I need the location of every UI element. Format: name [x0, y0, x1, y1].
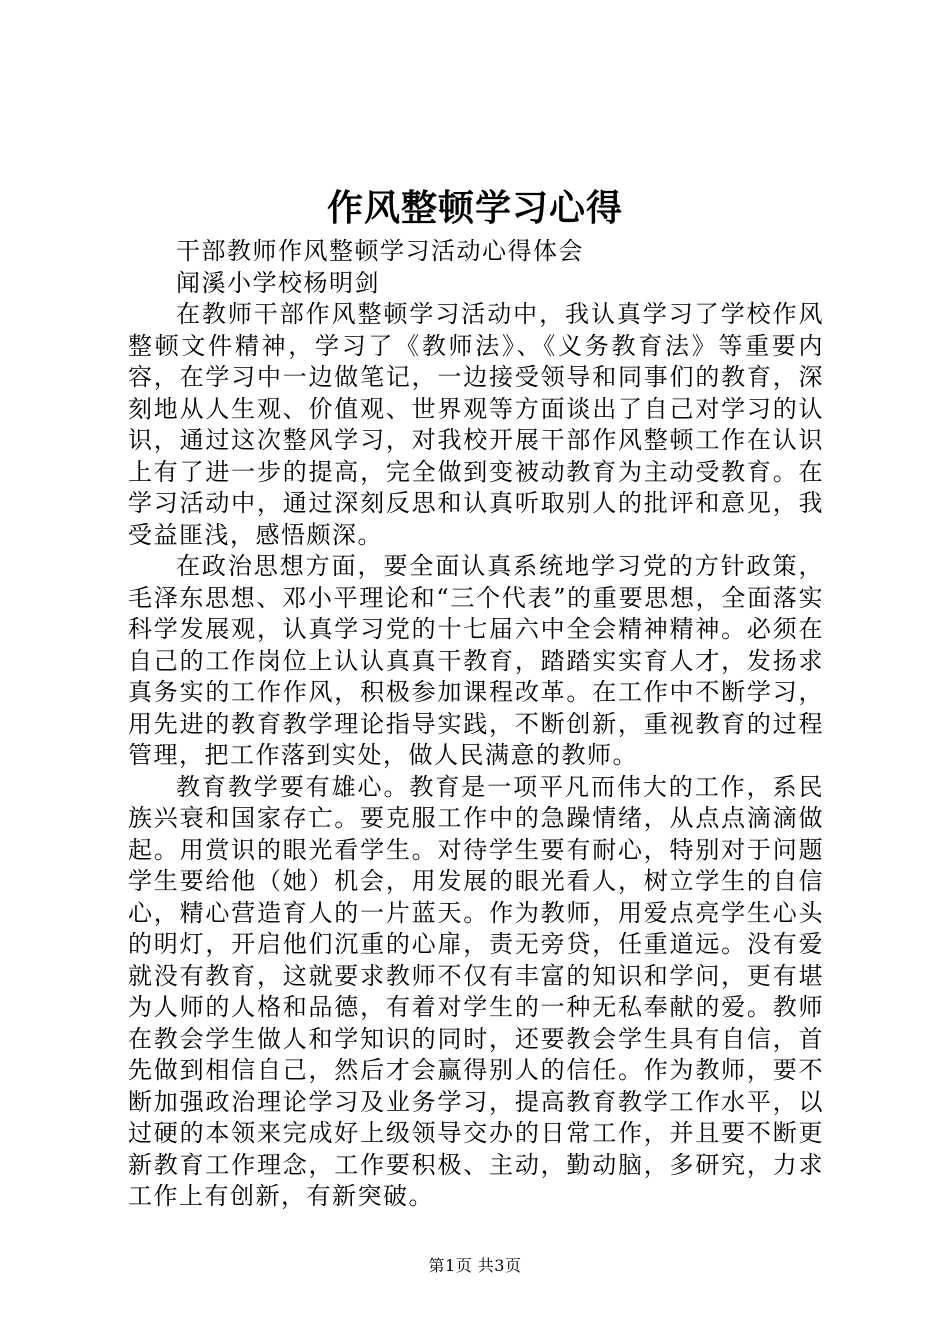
page-number-footer: 第1页 共3页 [428, 1256, 522, 1275]
document-author: 闻溪小学校杨明剑 [176, 268, 380, 297]
document-body [128, 236, 824, 1213]
paragraph-3: 教育教学要有雄心。教育是一项平凡而伟大的工作，系民族兴衰和国家存亡。要克服工作中的急躁情绪，从点点滴滴做起。用赏识的眼光看学生。对待学生要有耐心，特别对于问题学生要给他（她）机会，用发展的眼光看人，树立学生的自信心，精心营造育人的一片蓝天。作为教师，用爱点亮学生心头的明灯，开启他们沉重的心扉，责无旁贷，任重道远。没有爱就没有教育，这就要求教师不仅有丰富的知识和学问，更有堪为人师的人格和品德，有着对学生的一种无私奉献的爱。教师在教会学生做人和学知识的同时，还要教会学生具有自信，首先做到相信自己，然后才会赢得别人的信任。作为教师，要不断加强政治理论学习及业务学习，提高教育教学工作水平，以过硬的本领来完成好上级领导交办的日常工作，并且要不断更新教育工作理念，工作要积极、主动，勤动脑，多研究，力求工作上有创新，有新突破。 [128, 772, 824, 1210]
document-subtitle: 干部教师作风整顿学习活动心得体会 [176, 237, 584, 265]
paragraph-2: 在政治思想方面，要全面认真系统地学习党的方针政策，毛泽东思想、邓小平理论和“三个代表”的重要思想，全面落实科学发展观，认真学习党的十七届六中全会精神精神。必须在自己的工作岗位上认认真真干教育，踏踏实实育人才，发扬求真务实的工作作风，积极参加课程改革。在工作中不断学习，用先进的教育教学理论指导实践，不断创新，重视教育的过程管理，把工作落到实处，做人民满意的教师。 [128, 552, 824, 769]
paragraph-1: 在教师干部作风整顿学习活动中，我认真学习了学校作风整顿文件精神，学习了《教师法》、《义务教育法》等重要内容，在学习中一边做笔记，一边接受领导和同事们的教育，深刻地从人生观、价值观、世界观等方面谈出了自己对学习的认识，通过这次整风学习，对我校开展干部作风整顿工作在认识上有了进一步的提高，完全做到变被动教育为主动受教育。在学习活动中，通过深刻反思和认真听取别人的批评和意见，我受益匪浅，感悟颇深。 [128, 300, 824, 549]
document-title: 作风整顿学习心得 [326, 187, 623, 229]
